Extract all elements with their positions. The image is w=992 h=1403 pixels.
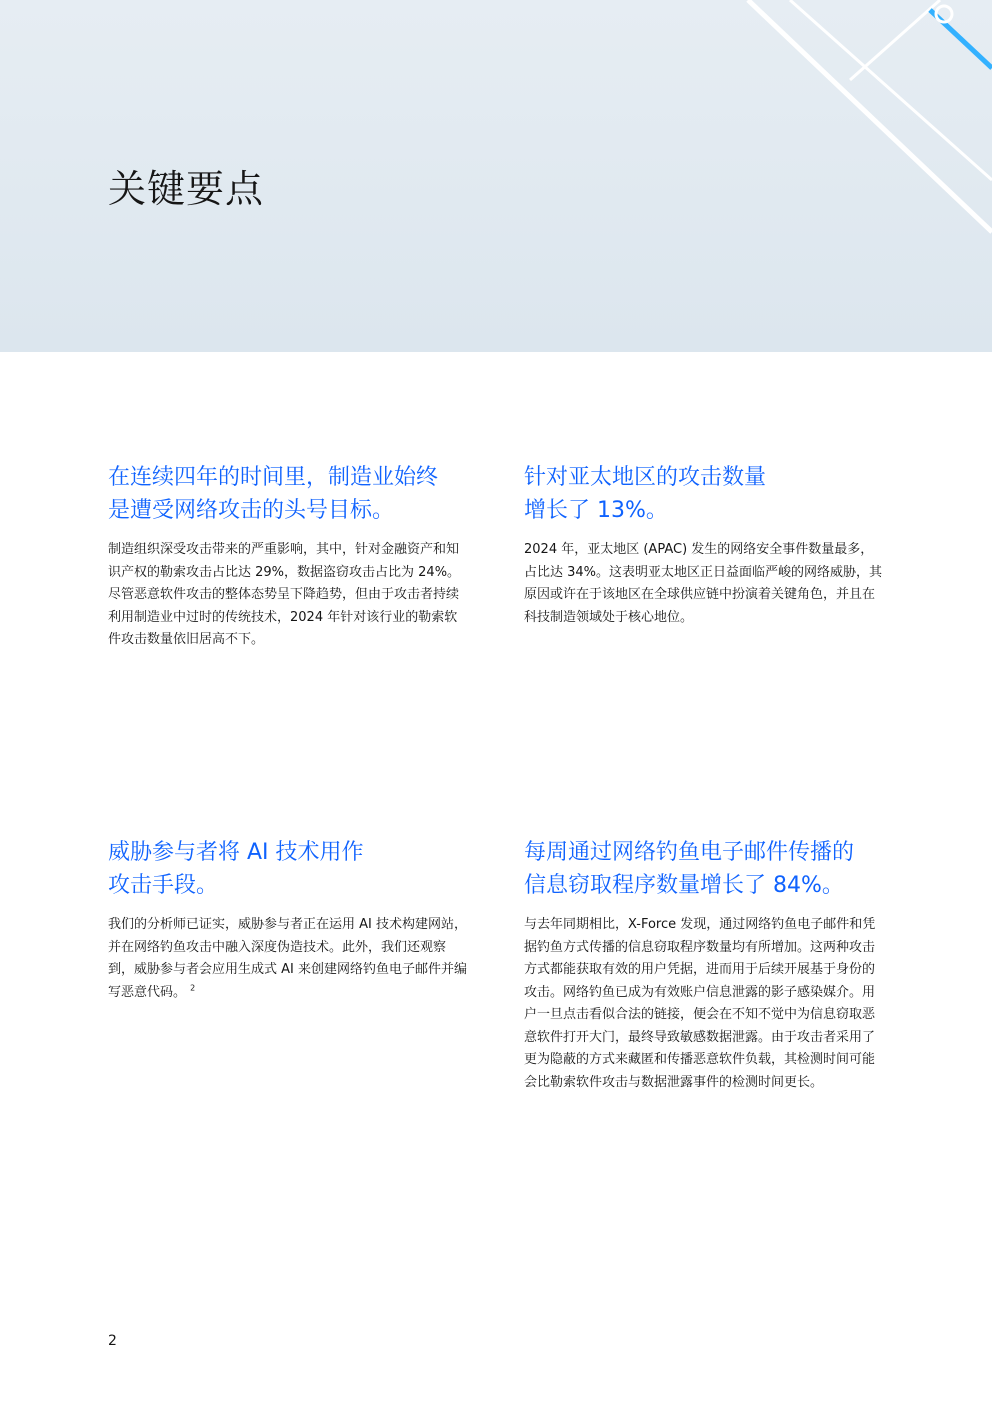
section-heading-line1: 威胁参与者将 AI 技术用作 [108, 840, 364, 865]
section-heading [524, 836, 886, 902]
section-heading-line1: 在连续四年的时间里，制造业始终 [108, 465, 439, 490]
key-point-phishing [524, 836, 886, 1094]
section-heading-line2: 攻击手段。 [108, 873, 219, 898]
decor-line [790, 0, 992, 180]
section-body-wrapper [108, 914, 470, 1004]
section-body: 与去年同期相比，X-Force 发现，通过网络钓鱼电子邮件和凭据钓鱼方式传播的信息窃取程序数量均有所增加。这两种攻击方式都能获取有效的用户凭据，进而用于后续开展基于身份的攻击。网络钓鱼已成为有效账户信息泄露的影子感染媒介。用户一旦点击看似合法的链接，便会在不知不觉中为信息窃取恶意软件打开大门，最终导致敏感数据泄露。由于攻击者采用了更为隐蔽的方式来藏匿和传播恶意软件负载，其检测时间可能会比勒索软件攻击与数据泄露事件的检测时间更长。 [524, 917, 876, 1090]
section-heading-line2: 增长了 13%。 [524, 498, 668, 523]
section-body: 制造组织深受攻击带来的严重影响，其中，针对金融资产和知识产权的勒索攻击占比达 29%，数据盗窃攻击占比为 24%。尽管恶意软件攻击的整体态势呈下降趋势，但由于攻击者持续利用制造业中过时的传统技术，2024 年针对该行业的勒索软件攻击数量依旧居高不下。 [108, 542, 461, 647]
section-body: 我们的分析师已证实，威胁参与者正在运用 AI 技术构建网站，并在网络钓鱼攻击中融入深度伪造技术。此外，我们还观察到，威胁参与者会应用生成式 AI 来创建网络钓鱼电子邮件并编写恶意代码。 [108, 917, 467, 1000]
key-point-manufacturing [108, 461, 470, 652]
decor-circle [936, 6, 952, 22]
section-body: 2024 年，亚太地区 (APAC) 发生的网络安全事件数量最多，占比达 34%。这表明亚太地区正日益面临严峻的网络威胁，其原因或许在于该地区在全球供应链中扮演着关键角色，并且在科技制造领域处于核心地位。 [524, 542, 883, 625]
section-heading [108, 461, 470, 527]
page-number: 2 [108, 1333, 117, 1349]
section-heading-line1: 针对亚太地区的攻击数量 [524, 465, 767, 490]
footnote-marker: 2 [190, 983, 196, 993]
section-heading [108, 836, 470, 902]
decor-line [850, 0, 940, 80]
section-heading-line1: 每周通过网络钓鱼电子邮件传播的 [524, 840, 855, 865]
section-heading-line2: 信息窃取程序数量增长了 84%。 [524, 873, 844, 898]
key-point-apac [524, 461, 886, 629]
key-point-ai [108, 836, 470, 1004]
section-heading [524, 461, 886, 527]
section-heading-line2: 是遭受网络攻击的头号目标。 [108, 498, 395, 523]
page-title: 关键要点 [108, 167, 265, 211]
